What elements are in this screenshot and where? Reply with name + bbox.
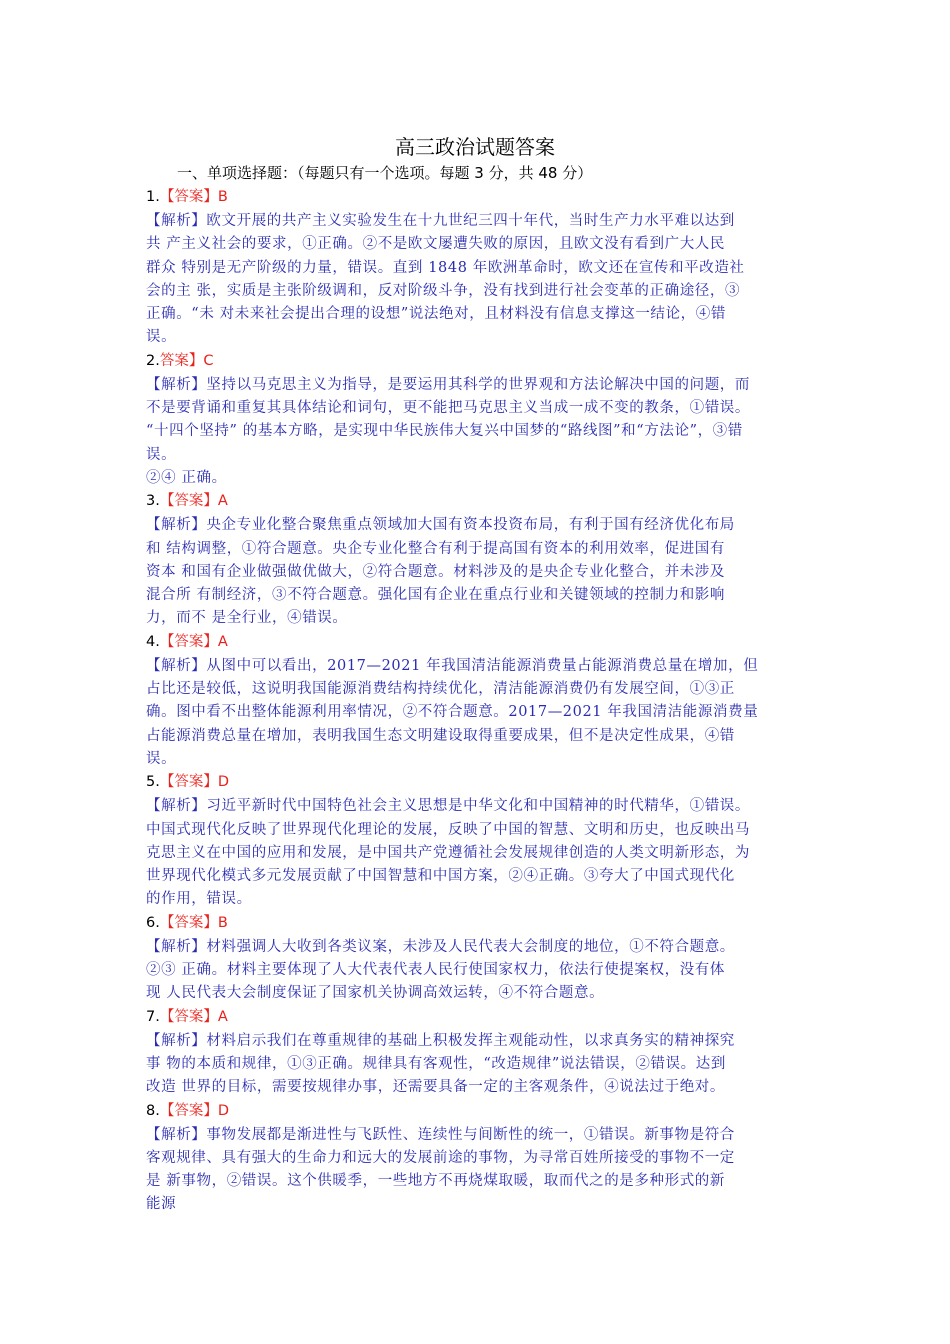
analysis-line: 中国式现代化反映了世界现代化理论的发展，反映了中国的智慧、文明和历史，也反映出马: [146, 821, 750, 838]
analysis-text: [146, 374, 808, 490]
question-block: [146, 490, 808, 630]
question-block: [146, 631, 808, 771]
analysis-line: “十四个坚持” 的基本方略，是实现中华民族伟大复兴中国梦的“路线图”和“方法论”，③错: [146, 423, 743, 440]
question-number: 6.: [146, 914, 160, 931]
question-number: 3.: [146, 493, 160, 510]
analysis-line: 占能源消费总量在增加，表明我国生态文明建设取得重要成果，但不是决定性成果，④错: [146, 727, 735, 744]
analysis-line: 客观规律、具有强大的生命力和远大的发展前途的事物，为寻常百姓所接受的事物不一定: [146, 1149, 735, 1166]
section-heading: 一、单项选择题：（每题只有一个选项。每题 3 分，共 48 分）: [177, 164, 593, 182]
analysis-text: [146, 210, 808, 350]
analysis-text: [146, 1124, 808, 1217]
answer-line: [146, 350, 808, 372]
analysis-line: 能源: [146, 1196, 177, 1213]
analysis-line: 占比还是较低，这说明我国能源消费结构持续优化，清洁能源消费仍有发展空间，①③正: [146, 681, 735, 698]
analysis-text: [146, 936, 808, 1006]
question-number: 1.: [146, 189, 160, 205]
analysis-line: 世界现代化模式多元发展贡献了中国智慧和中国方案，②④正确。③夸大了中国式现代化: [146, 868, 735, 885]
analysis-line: 力，而不 是全行业，④错误。: [146, 610, 348, 627]
analysis-line: 【解析】事物发展都是渐进性与飞跃性、连续性与间断性的统一，①错误。新事物是符合: [146, 1126, 735, 1143]
answer-line: [146, 631, 808, 653]
analysis-line: 正确。“未 对未来社会提出合理的设想”说法绝对，且材料没有信息支撑这一结论，④错: [146, 306, 726, 323]
answer-label: 【答案】B: [159, 914, 228, 931]
analysis-line: 共 产主义社会的要求，①正确。②不是欧文屡遭失败的原因，且欧文没有看到广大人民: [146, 236, 726, 253]
analysis-text: [146, 1030, 808, 1100]
analysis-line: 混合所 有制经济，③不符合题意。强化国有企业在重点行业和关键领域的控制力和影响: [146, 587, 726, 604]
analysis-line: 事 物的本质和规律，①③正确。规律具有客观性，“改造规律”说法错误，②错误。达到: [146, 1055, 726, 1072]
question-block: [146, 1006, 808, 1100]
question-block: [146, 350, 808, 490]
answer-label: 【答案】A: [159, 1008, 228, 1025]
answer-label: 【答案】A: [159, 493, 228, 510]
analysis-line: 【解析】从图中可以看出，2017—2021 年我国清洁能源消费量占能源消费总量在增加，但: [146, 657, 759, 674]
analysis-line: 的作用，错误。: [146, 891, 252, 908]
answer-label: 【答案】D: [159, 1102, 230, 1119]
question-number: 7.: [146, 1008, 160, 1025]
analysis-line: 不是要背诵和重复其具体结论和词句，更不能把马克思主义当成一成不变的教条，①错误。: [146, 400, 750, 417]
analysis-text: [146, 514, 808, 630]
answer-label: 【答案】A: [159, 633, 228, 650]
analysis-line: 克思主义在中国的应用和发展，是中国共产党遵循社会发展规律创造的人类文明新形态，为: [146, 844, 750, 861]
analysis-text: [146, 655, 808, 771]
answer-list: [146, 186, 808, 1217]
analysis-line: 群众 特别是无产阶级的力量，错误。直到 1848 年欧洲革命时，欧文还在宣传和平改造社: [146, 259, 745, 276]
page-title: 高三政治试题答案: [395, 135, 555, 159]
analysis-line: 是 新事物，②错误。这个供暖季，一些地方不再烧煤取暖，取而代之的是多种形式的新: [146, 1173, 726, 1190]
analysis-line: ②③ 正确。材料主要体现了人大代表代表人民行使国家权力，依法行使提案权，没有体: [146, 962, 726, 979]
analysis-line: 误。: [146, 329, 177, 346]
question-block: [146, 912, 808, 1006]
analysis-line: 【解析】央企专业化整合聚焦重点领域加大国有资本投资布局，有利于国有经济优化布局: [146, 517, 735, 534]
analysis-line: 【解析】材料启示我们在尊重规律的基础上积极发挥主观能动性，以求真务实的精神探究: [146, 1032, 735, 1049]
answer-label: 【答案】B: [159, 189, 228, 205]
answer-line: [146, 1100, 808, 1122]
question-block: [146, 186, 808, 350]
analysis-line: 【解析】坚持以马克思主义为指导，是要运用其科学的世界观和方法论解决中国的问题，而: [146, 376, 750, 393]
analysis-line: ②④ 正确。: [146, 469, 227, 486]
analysis-line: 现 人民代表大会制度保证了国家机关协调高效运转，④不符合题意。: [146, 985, 605, 1002]
analysis-line: 确。图中看不出整体能源利用率情况，②不符合题意。2017—2021 年我国清洁能源消费量: [146, 704, 759, 721]
question-number: 5.: [146, 774, 160, 791]
analysis-line: 【解析】材料强调人大收到各类议案，未涉及人民代表大会制度的地位，①不符合题意。: [146, 938, 735, 955]
question-number: 4.: [146, 633, 160, 650]
analysis-line: 误。: [146, 446, 177, 463]
analysis-line: 和 结构调整，①符合题意。央企专业化整合有利于提高国有资本的利用效率，促进国有: [146, 540, 726, 557]
answer-line: [146, 771, 808, 793]
analysis-line: 误。: [146, 750, 177, 767]
analysis-line: 【解析】习近平新时代中国特色社会主义思想是中华文化和中国精神的时代精华，①错误。: [146, 798, 750, 815]
question-block: [146, 771, 808, 911]
analysis-line: 会的主 张，实质是主张阶级调和，反对阶级斗争，没有找到进行社会变革的正确途径，③: [146, 282, 741, 299]
answer-line: [146, 1006, 808, 1028]
analysis-line: 【解析】欧文开展的共产主义实验发生在十九世纪三四十年代，当时生产力水平难以达到: [146, 213, 735, 229]
answer-label: 答案】C: [159, 352, 214, 369]
analysis-text: [146, 795, 808, 911]
answer-line: [146, 490, 808, 512]
question-number: 2.: [146, 352, 160, 369]
question-block: [146, 1100, 808, 1217]
answer-label: 【答案】D: [159, 774, 230, 791]
answer-line: [146, 912, 808, 934]
analysis-line: 资本 和国有企业做强做优做大，②符合题意。材料涉及的是央企专业化整合，并未涉及: [146, 563, 726, 580]
analysis-line: 改造 世界的目标，需要按规律办事，还需要具备一定的主客观条件，④说法过于绝对。: [146, 1079, 726, 1096]
answer-line: [146, 186, 808, 208]
question-number: 8.: [146, 1102, 160, 1119]
